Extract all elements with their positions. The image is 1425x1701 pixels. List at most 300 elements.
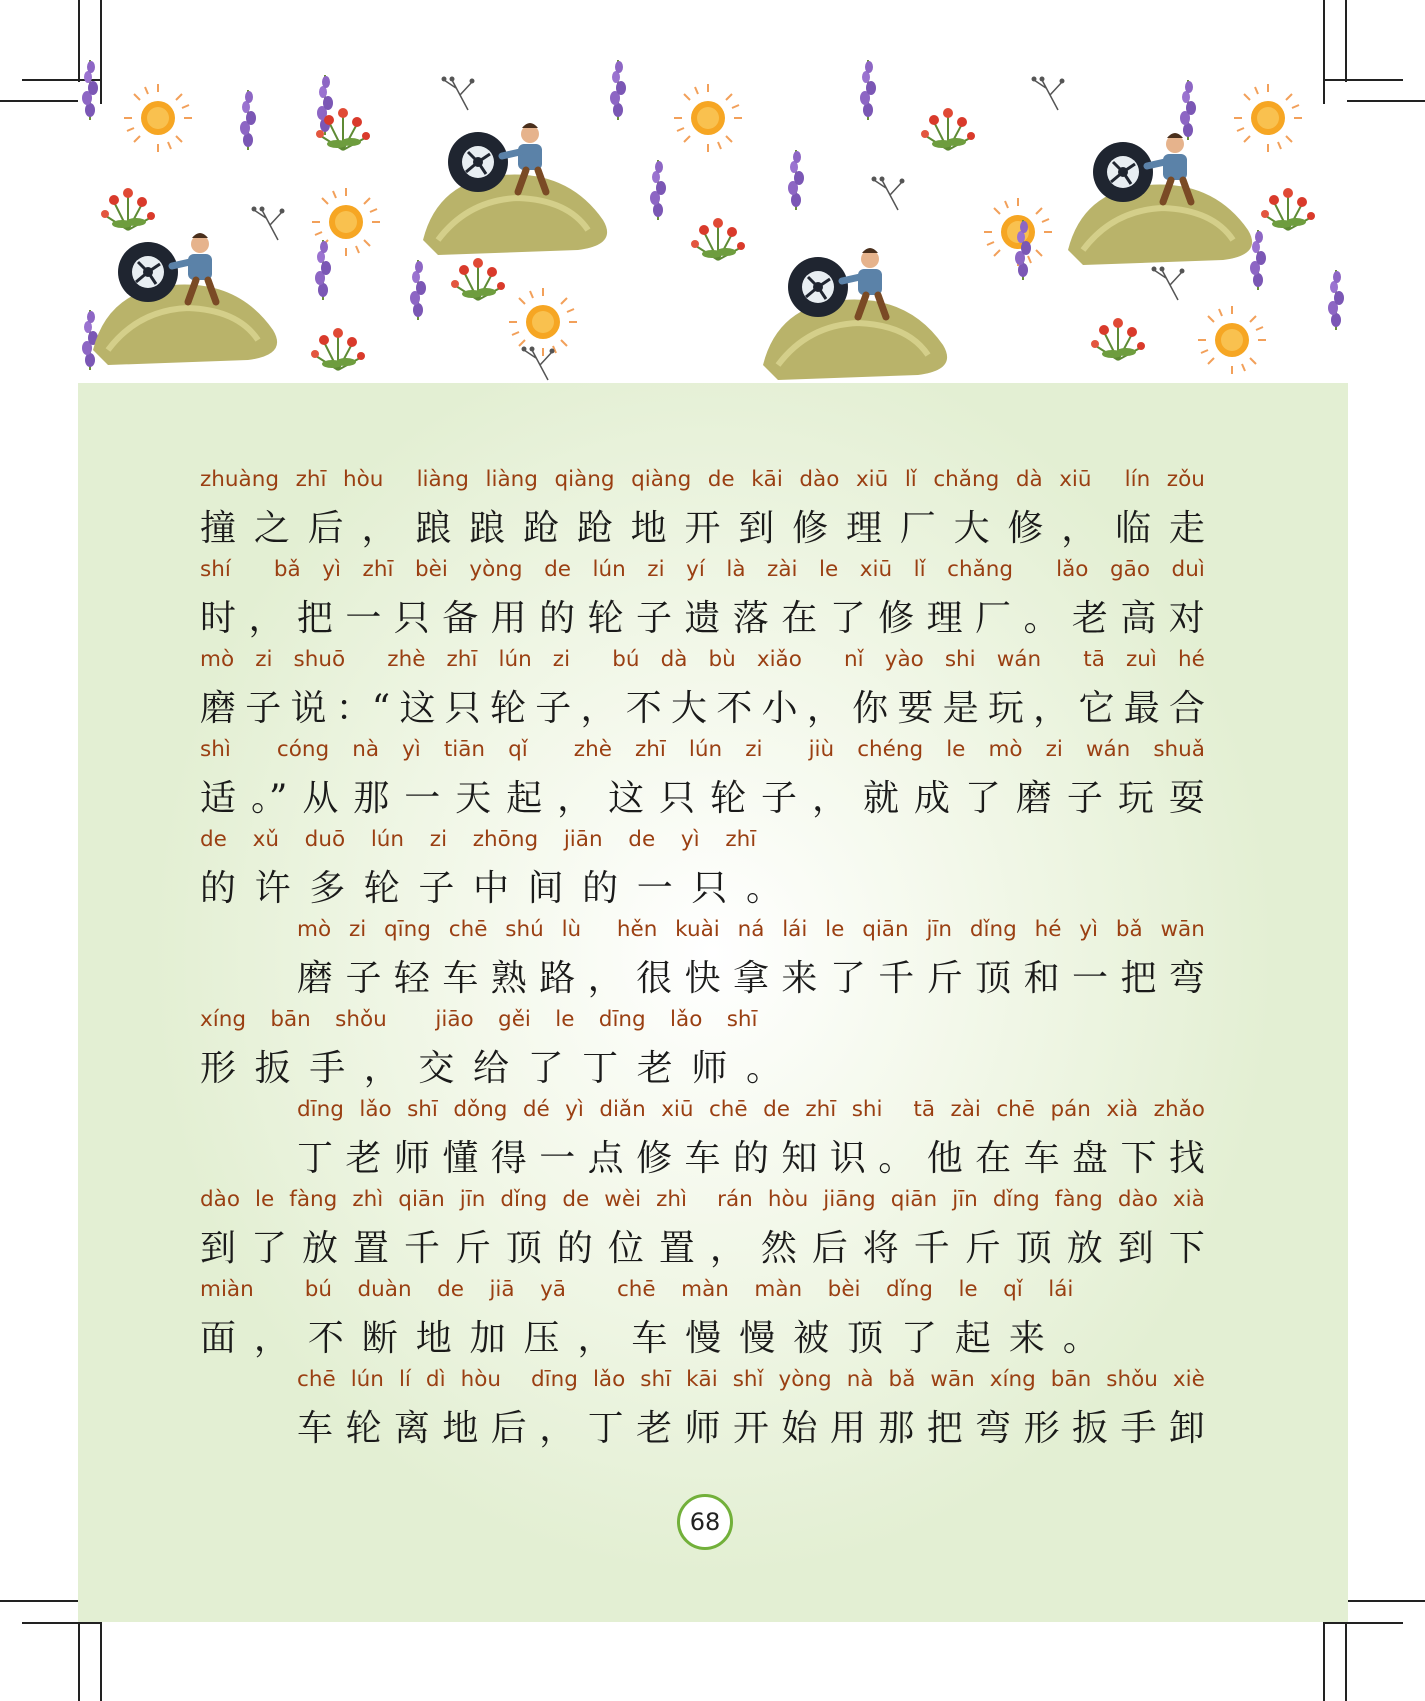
hanzi-character: 磨 [297,957,334,999]
pinyin-syllable: kāi [751,467,783,492]
hanzi-character: 踉 [415,507,452,549]
pinyin-syllable: xíng [989,1367,1036,1392]
pinyin-syllable: zi [745,737,763,762]
hanzi-character: 弯 [1168,957,1205,999]
pinyin-row [200,732,1205,762]
hanzi-character: 手 [1120,1407,1157,1449]
hanzi-character: 下 [1120,1137,1157,1179]
pinyin-syllable: liàng [416,467,469,492]
pinyin-syllable: zi [552,647,571,672]
hanzi-character: 玩 [987,687,1024,729]
pinyin-syllable: yì [402,737,421,762]
pinyin-syllable: dào [200,1187,240,1212]
pinyin-syllable: zhōng [472,827,539,852]
pinyin-syllable: dǐng [992,1187,1040,1212]
pinyin-syllable: duō [304,827,346,852]
pinyin-syllable: diǎn [599,1097,646,1122]
pinyin-syllable: lǎo [670,1007,703,1032]
hanzi-character: 子 [535,687,572,729]
pinyin-syllable: xǔ [252,827,279,852]
pinyin-syllable: gěi [498,1007,531,1032]
pinyin-syllable: lún [592,557,626,582]
pinyin-syllable: le [946,737,966,762]
pinyin-syllable: zhī [805,1097,837,1122]
hanzi-character: 压 [523,1317,560,1359]
hanzi-character: 弯 [975,1407,1012,1449]
hanzi-character: 修 [1007,507,1044,549]
pinyin-syllable: dǐng [969,917,1017,942]
pinyin-syllable: qǐ [508,737,528,762]
hanzi-row [200,1220,1205,1270]
pinyin-syllable: zhè [573,737,612,762]
pinyin-syllable: zhī [446,647,478,672]
hanzi-character: ：“ [335,687,391,729]
hanzi-character: ， [363,1047,400,1089]
pinyin-syllable: zhè [387,647,426,672]
hanzi-character: 走 [1168,507,1205,549]
hanzi-character: 置 [352,1227,389,1269]
hanzi-character: 小 [761,687,798,729]
hanzi-character: 的 [556,1227,593,1269]
hanzi-character: ， [557,777,594,819]
pinyin-syllable: jīn [926,917,953,942]
pinyin-syllable: fàng [1054,1187,1103,1212]
pinyin-syllable: lǐ [904,467,917,492]
pinyin-syllable: dǐng [500,1187,548,1212]
hanzi-character: 丁 [582,1047,619,1089]
pinyin-syllable: qiān [862,917,909,942]
hanzi-character: ， [587,957,624,999]
pinyin-syllable: zhuàng [200,467,279,492]
hanzi-character: 放 [301,1227,338,1269]
pinyin-syllable: yí [686,557,705,582]
hanzi-character: 顶 [847,1317,884,1359]
pinyin-syllable: hòu [460,1367,501,1392]
pinyin-syllable: dé [522,1097,550,1122]
hanzi-character: 他 [926,1137,963,1179]
pinyin-syllable: lún [370,827,405,852]
hanzi-character: 修 [878,597,915,639]
pinyin-syllable: chǎng [947,557,1014,582]
hanzi-character: ， [539,1407,576,1449]
hanzi-row [297,1400,1205,1450]
pinyin-syllable: qiàng [554,467,615,492]
pinyin-syllable: jiù [808,737,835,762]
hanzi-row [200,500,1205,550]
pinyin-syllable: miàn [200,1277,254,1302]
pinyin-syllable: shuǎ [1153,737,1205,762]
hanzi-character: ， [253,1317,290,1359]
pinyin-syllable: lín [1124,467,1151,492]
pinyin-syllable: zhī [634,737,666,762]
pinyin-syllable: yào [884,647,924,672]
hanzi-character: 拿 [732,957,769,999]
pinyin-syllable: dào [1117,1187,1158,1212]
pinyin-syllable: pán [1050,1097,1091,1122]
pinyin-syllable: dà [1015,467,1043,492]
pinyin-syllable: hòu [767,1187,809,1212]
hanzi-character: 了 [964,777,1001,819]
pinyin-syllable: zi [429,827,448,852]
hanzi-character: 到 [200,1227,237,1269]
pinyin-syllable: xiū [855,467,889,492]
pinyin-syllable: mò [297,917,332,942]
pinyin-syllable: bèi [827,1277,861,1302]
pinyin-syllable: hé [1034,917,1062,942]
hanzi-character: 被 [793,1317,830,1359]
pinyin-syllable: zi [255,647,273,672]
hanzi-row [200,860,782,910]
pinyin-syllable: jiāng [823,1187,876,1212]
hanzi-row [200,1310,1099,1360]
pinyin-syllable: là [726,557,746,582]
hanzi-character: 理 [926,597,963,639]
hanzi-row [297,950,1205,1000]
hanzi-character: 遗 [684,597,721,639]
hanzi-character: 来 [1008,1317,1045,1359]
pinyin-syllable: cóng [276,737,330,762]
pinyin-syllable: de [628,827,656,852]
hanzi-character: ， [1033,687,1070,729]
hanzi-character: 那 [353,777,390,819]
pinyin-syllable: chǎng [933,467,1000,492]
pinyin-syllable: dīng [297,1097,344,1122]
hanzi-character: 下 [1168,1227,1205,1269]
hanzi-character: 落 [732,597,769,639]
pinyin-syllable: dīng [598,1007,646,1032]
pinyin-row [200,822,782,852]
pinyin-syllable: fàng [289,1187,338,1212]
pinyin-syllable: de [562,1187,590,1212]
pinyin-syllable: chéng [857,737,924,762]
pinyin-syllable: wān [1160,917,1205,942]
page-number: 68 [677,1494,733,1550]
hanzi-character: 子 [345,957,382,999]
hanzi-character: 丁 [297,1137,334,1179]
pinyin-syllable: dīng [531,1367,578,1392]
hanzi-character: 的 [200,867,237,909]
hanzi-character: 。 [1023,597,1060,639]
pinyin-syllable: shǐ [732,1367,764,1392]
hanzi-character: 起 [954,1317,991,1359]
hanzi-character: 手 [309,1047,346,1089]
pinyin-syllable: hòu [343,467,384,492]
pinyin-syllable: xiè [1172,1367,1205,1392]
hanzi-character: 轮 [710,777,747,819]
hanzi-character: 子 [761,777,798,819]
hanzi-character: 。” [250,777,288,819]
pinyin-syllable: yì [322,557,341,582]
hanzi-character: 一 [539,1137,576,1179]
pinyin-syllable: lí [398,1367,411,1392]
pinyin-syllable: jiāo [435,1007,474,1032]
hanzi-character: 许 [254,867,291,909]
pinyin-syllable: zài [950,1097,981,1122]
hanzi-character: 从 [302,777,339,819]
pinyin-syllable: màn [681,1277,729,1302]
hanzi-character: 。 [745,867,782,909]
pinyin-syllable: chē [616,1277,656,1302]
hanzi-character: 位 [607,1227,644,1269]
pinyin-syllable: dǐng [886,1277,933,1302]
pinyin-syllable: wán [1085,737,1131,762]
pinyin-syllable: nǐ [844,647,864,672]
hanzi-character: 后 [307,507,344,549]
hanzi-character: 不 [625,687,662,729]
pinyin-syllable: lǐ [913,557,926,582]
hanzi-row [200,680,1205,730]
hanzi-character: 了 [527,1047,564,1089]
pinyin-syllable: yì [680,827,700,852]
hanzi-character: 你 [852,687,889,729]
pinyin-syllable: lù [561,917,582,942]
hanzi-character: 给 [472,1047,509,1089]
hanzi-character: 置 [658,1227,695,1269]
hanzi-character: 轻 [393,957,430,999]
hanzi-character: 踉 [469,507,506,549]
pinyin-syllable: chē [708,1097,748,1122]
pinyin-syllable: yā [540,1277,566,1302]
hanzi-character: 不 [307,1317,344,1359]
hanzi-character: ， [812,777,849,819]
pinyin-syllable: xià [1106,1097,1139,1122]
hanzi-character: 适 [200,777,237,819]
pinyin-syllable: shi [851,1097,883,1122]
pinyin-syllable: bú [612,647,640,672]
pinyin-syllable: qiān [890,1187,938,1212]
hanzi-character: 一 [1072,957,1109,999]
hanzi-character: 扳 [254,1047,291,1089]
hanzi-character: 轮 [345,1407,382,1449]
pinyin-syllable: tiān [443,737,486,762]
pinyin-syllable: jiā [489,1277,515,1302]
hanzi-character: ， [1061,507,1098,549]
pinyin-syllable: shǒu [335,1007,387,1032]
hanzi-character: 的 [582,867,619,909]
hanzi-character: 快 [684,957,721,999]
hanzi-character: 放 [1066,1227,1103,1269]
hanzi-character: 加 [469,1317,506,1359]
pinyin-syllable: zhǎo [1153,1097,1205,1122]
hanzi-character: 师 [393,1137,430,1179]
pinyin-syllable: chē [448,917,488,942]
pinyin-syllable: de [763,1097,790,1122]
hanzi-character: 懂 [442,1137,479,1179]
pinyin-syllable: de [707,467,735,492]
pinyin-syllable: le [825,917,845,942]
pinyin-syllable: lǎo [1056,557,1089,582]
hanzi-character: 高 [1120,597,1157,639]
pinyin-syllable: lún [688,737,723,762]
pinyin-row [297,1092,1205,1122]
hanzi-character: 地 [415,1317,452,1359]
pinyin-syllable: wān [930,1367,975,1392]
hanzi-character: 临 [1115,507,1152,549]
hanzi-character: 到 [738,507,775,549]
pinyin-syllable: zi [647,557,665,582]
hanzi-character: 耍 [1168,777,1205,819]
hanzi-character: 始 [781,1407,818,1449]
hanzi-character: 了 [829,597,866,639]
hanzi-character: 开 [732,1407,769,1449]
hanzi-character: 形 [200,1047,237,1089]
pinyin-syllable: liàng [485,467,538,492]
hanzi-character: 斤 [454,1227,491,1269]
pinyin-syllable: wèi [604,1187,642,1212]
hanzi-character: 大 [671,687,708,729]
hanzi-character: 很 [636,957,673,999]
hanzi-character: 那 [878,1407,915,1449]
pinyin-syllable: jīn [952,1187,978,1212]
hanzi-character: 跄 [522,507,559,549]
pinyin-syllable: mò [988,737,1023,762]
hanzi-character: 顶 [1015,1227,1052,1269]
pinyin-syllable: shuō [293,647,346,672]
hanzi-character: 备 [442,597,479,639]
hanzi-character: 千 [878,957,915,999]
hanzi-character: 把 [296,597,333,639]
pinyin-syllable: shī [726,1007,758,1032]
hanzi-character: 斤 [926,957,963,999]
pinyin-syllable: yì [565,1097,584,1122]
hanzi-character: 理 [845,507,882,549]
pinyin-syllable: zhī [362,557,394,582]
pinyin-syllable: bù [708,647,736,672]
hanzi-character: 车 [442,957,479,999]
pinyin-syllable: gāo [1110,557,1150,582]
pinyin-syllable: le [255,1187,275,1212]
pinyin-syllable: le [958,1277,978,1302]
pinyin-syllable: xiū [661,1097,694,1122]
hanzi-character: 盘 [1072,1137,1109,1179]
pinyin-syllable: jīn [459,1187,486,1212]
hanzi-character: 的 [732,1137,769,1179]
hanzi-character: 后 [490,1407,527,1449]
pinyin-syllable: le [555,1007,575,1032]
pinyin-syllable: màn [754,1277,803,1302]
hanzi-character: 轮 [363,867,400,909]
illustration-banner [78,0,1348,383]
pinyin-row [200,1272,1099,1302]
hanzi-character: 用 [490,597,527,639]
pinyin-syllable: nà [352,737,380,762]
hanzi-character: 和 [1023,957,1060,999]
pinyin-syllable: le [819,557,839,582]
hanzi-character: 把 [1120,957,1157,999]
pinyin-syllable: yòng [469,557,523,582]
pinyin-syllable: xià [1172,1187,1205,1212]
pinyin-syllable: duàn [357,1277,412,1302]
pinyin-row [297,912,1205,942]
hanzi-character: 一 [404,777,441,819]
hanzi-character: ， [806,687,843,729]
pinyin-syllable: lún [498,647,532,672]
pinyin-syllable: de [544,557,571,582]
pinyin-syllable: zuì [1125,647,1157,672]
pinyin-syllable: jiān [563,827,603,852]
pinyin-syllable: ná [737,917,765,942]
pinyin-syllable: shì [200,737,231,762]
hanzi-character: 磨 [1015,777,1052,819]
pinyin-syllable: duì [1171,557,1205,582]
pinyin-syllable: xíng [200,1007,246,1032]
hanzi-character: 车 [297,1407,334,1449]
pinyin-syllable: dà [660,647,688,672]
pinyin-syllable: shú [505,917,544,942]
hanzi-character: 时 [200,597,237,639]
pinyin-syllable: zi [1045,737,1063,762]
pinyin-syllable: xiū [859,557,893,582]
hanzi-character: ， [248,597,285,639]
pinyin-syllable: bān [270,1007,311,1032]
hanzi-character: 在 [781,597,818,639]
hanzi-character: 地 [630,507,667,549]
hanzi-character: 千 [913,1227,950,1269]
pinyin-syllable: lái [782,917,808,942]
pinyin-row [297,1362,1205,1392]
hanzi-character: 路 [539,957,576,999]
hanzi-character: 子 [418,867,455,909]
hanzi-character: 车 [1023,1137,1060,1179]
pinyin-syllable: bú [304,1277,332,1302]
hanzi-character: 用 [829,1407,866,1449]
pinyin-syllable: mò [200,647,235,672]
pinyin-syllable: chē [297,1367,336,1392]
hanzi-character: 它 [1078,687,1115,729]
hanzi-character: 离 [393,1407,430,1449]
hanzi-character: 对 [1168,597,1205,639]
pinyin-syllable: tā [913,1097,936,1122]
hanzi-character: 子 [635,597,672,639]
pinyin-syllable: de [437,1277,464,1302]
hanzi-character: 找 [1168,1137,1205,1179]
pinyin-syllable: lái [1048,1277,1074,1302]
pinyin-syllable: hěn [616,917,658,942]
pinyin-syllable: dào [799,467,840,492]
hanzi-character: 交 [418,1047,455,1089]
pinyin-row [200,642,1205,672]
hanzi-character: 面 [200,1317,237,1359]
hanzi-character: 熟 [490,957,527,999]
pinyin-syllable: bān [1050,1367,1092,1392]
pinyin-syllable: qiàng [631,467,692,492]
pinyin-syllable: de [200,827,227,852]
pinyin-syllable: chē [996,1097,1036,1122]
pinyin-syllable: zhī [295,467,327,492]
pinyin-row [200,462,1205,492]
pinyin-syllable: bǎ [273,557,301,582]
pinyin-syllable: kuài [675,917,720,942]
hanzi-character: 斤 [964,1227,1001,1269]
hanzi-character: 老 [1071,597,1108,639]
hanzi-character: 只 [659,777,696,819]
hanzi-character: 磨 [200,687,237,729]
hanzi-row [297,1130,1205,1180]
hanzi-character: 成 [913,777,950,819]
pinyin-syllable: zài [767,557,798,582]
hanzi-character: 得 [490,1137,527,1179]
pinyin-row [200,552,1205,582]
pinyin-syllable: shī [407,1097,438,1122]
hanzi-character: ， [709,1227,746,1269]
pinyin-syllable: dì [425,1367,446,1392]
hanzi-character: 了 [829,957,866,999]
hanzi-character: 轮 [489,687,526,729]
hanzi-character: 将 [862,1227,899,1269]
hanzi-character: 形 [1023,1407,1060,1449]
hanzi-character: 地 [442,1407,479,1449]
hanzi-character: 中 [472,867,509,909]
